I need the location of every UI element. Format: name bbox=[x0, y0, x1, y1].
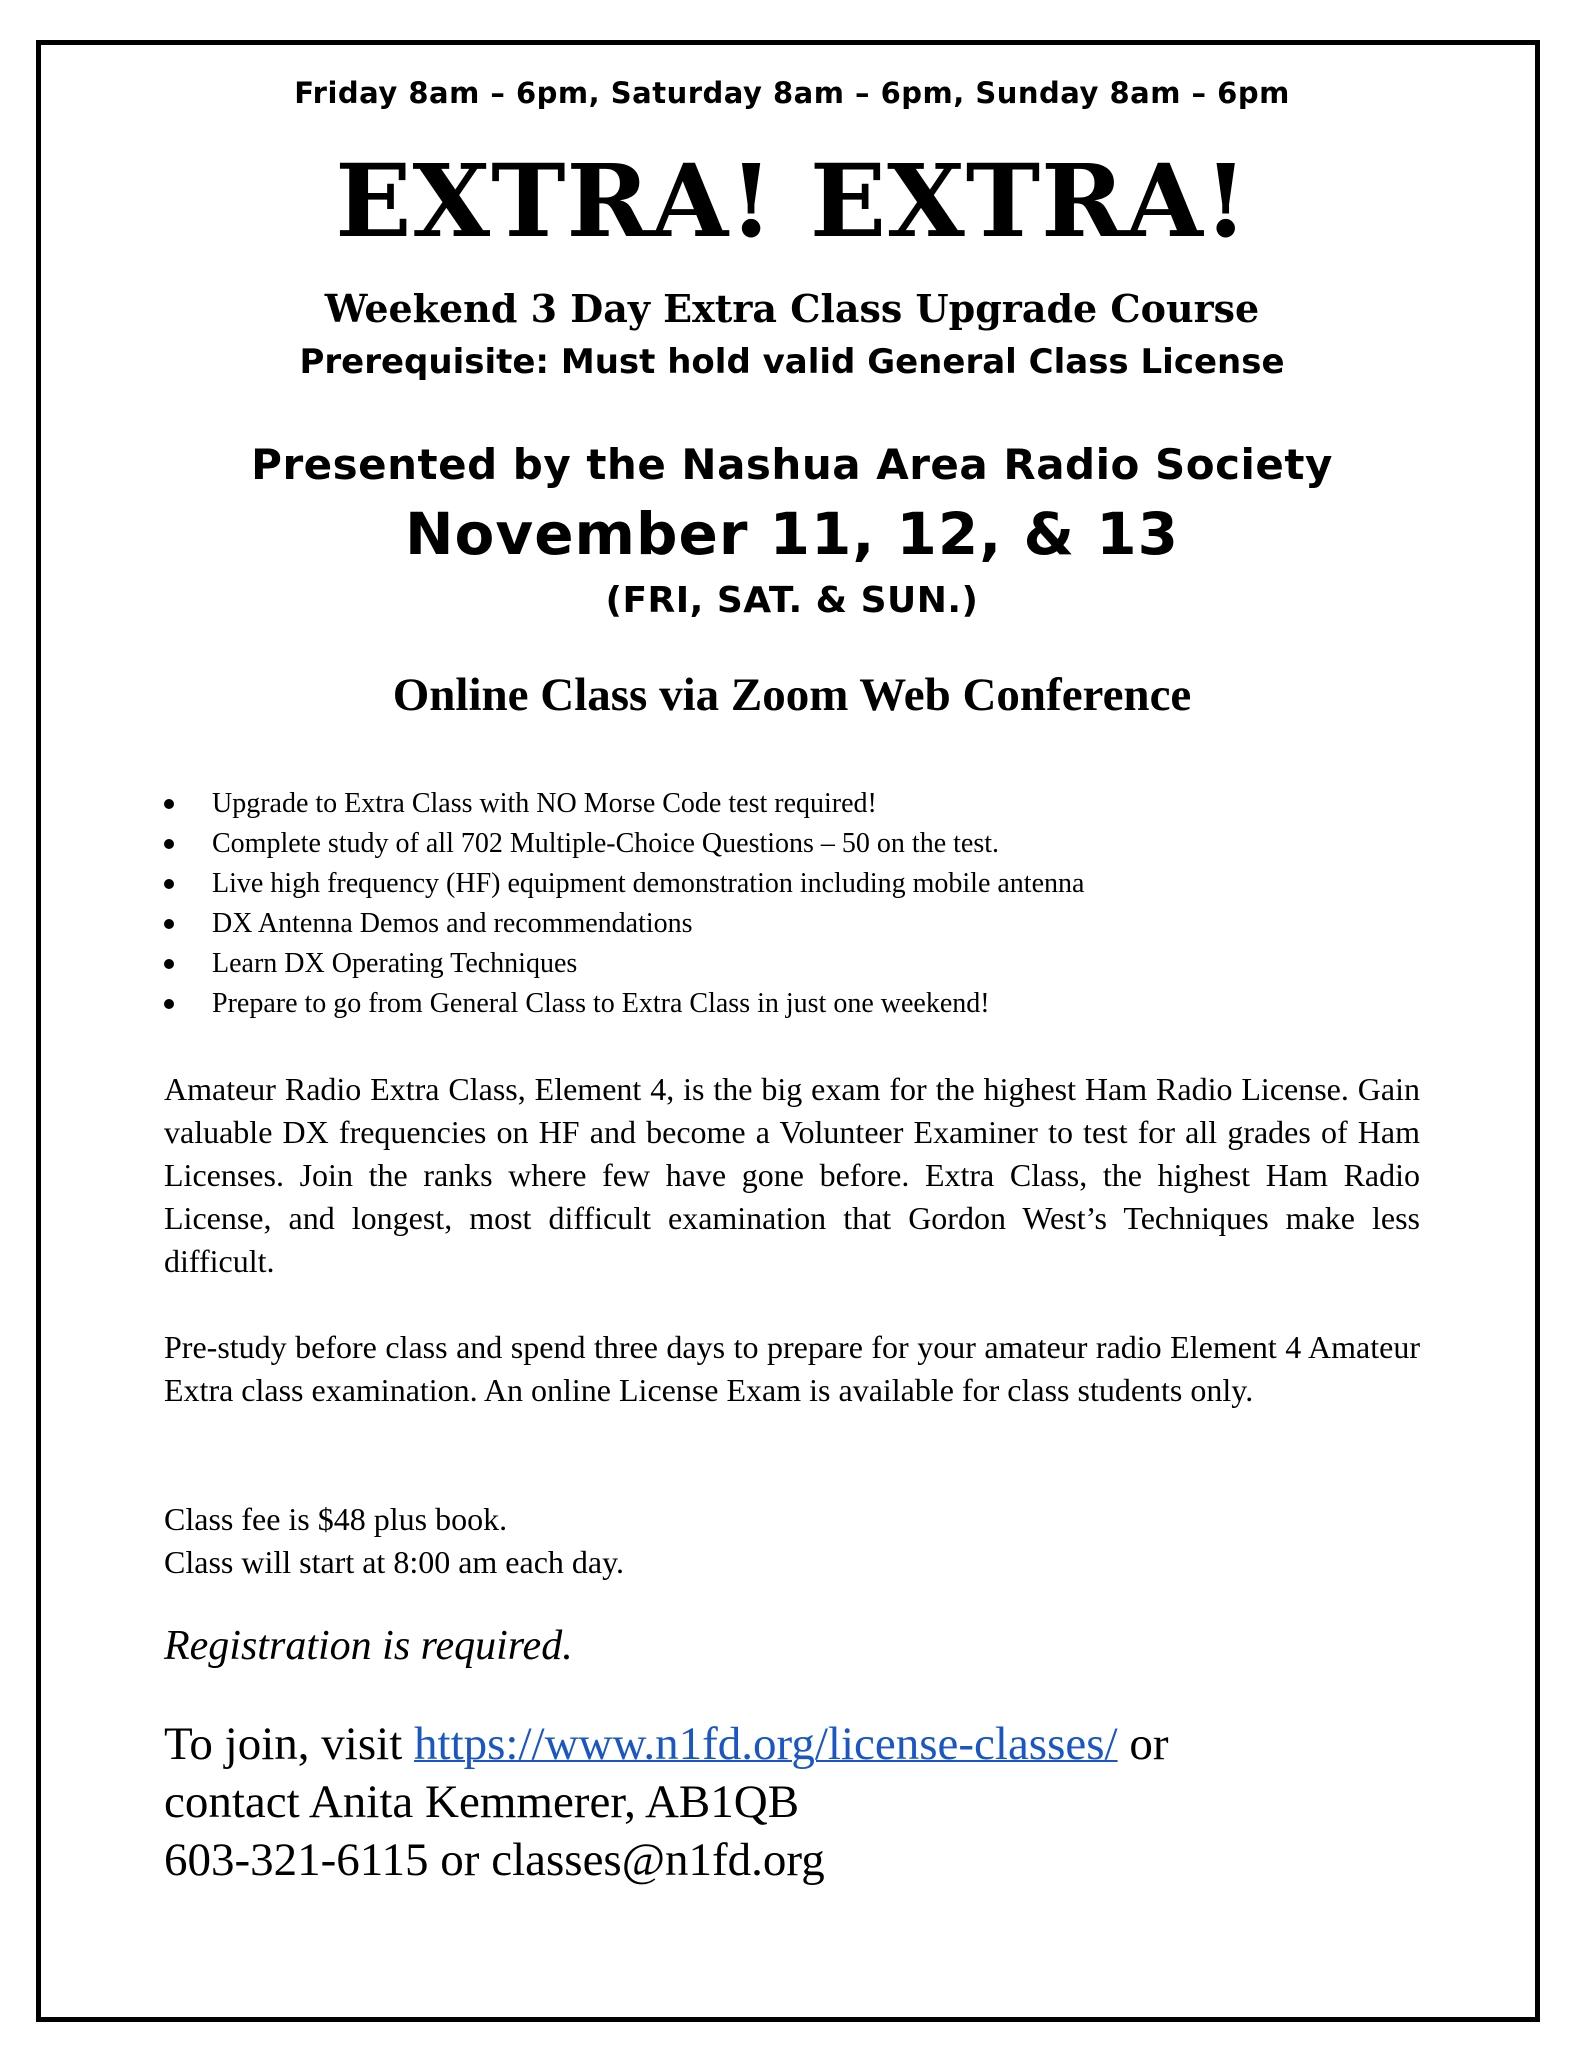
schedule-line: Friday 8am – 6pm, Saturday 8am – 6pm, Sunday 8am – 6pm bbox=[294, 76, 1290, 110]
list-item-text: Prepare to go from General Class to Extra Class in just one weekend! bbox=[212, 988, 990, 1019]
bullet-icon bbox=[164, 879, 174, 889]
class-start-time: Class will start at 8:00 am each day. bbox=[164, 1544, 625, 1580]
join-line bbox=[164, 1716, 1169, 1772]
list-item bbox=[164, 944, 1084, 984]
join-suffix: or bbox=[1117, 1718, 1169, 1770]
list-item bbox=[164, 864, 1084, 904]
description-paragraph: Amateur Radio Extra Class, Element 4, is the big exam for the highest Ham Radio License. Gain valuable DX frequencies on HF and become a Volunteer Examiner to test for all grades of Ham Licenses. Join the ranks where few have gone before. Extra Class, the highest Ham Radio License, and longest, most difficult examination that Gordon West’s Techniques make less difficult. bbox=[164, 1071, 1420, 1279]
class-format: Online Class via Zoom Web Conference bbox=[392, 669, 1192, 721]
list-item-text: Complete study of all 702 Multiple-Choice Questions – 50 on the test. bbox=[212, 828, 1000, 859]
registration-link[interactable]: https://www.n1fd.org/license-classes/ bbox=[414, 1718, 1118, 1770]
event-days: (FRI, SAT. & SUN.) bbox=[605, 580, 979, 621]
list-item bbox=[164, 904, 1084, 944]
prerequisite-line: Prerequisite: Must hold valid General Class License bbox=[299, 342, 1285, 382]
contact-phone-email: 603-321-6115 or classes@n1fd.org bbox=[164, 1834, 825, 1886]
bullet-icon bbox=[164, 919, 174, 929]
bullet-icon bbox=[164, 999, 174, 1009]
contact-person: contact Anita Kemmerer, AB1QB bbox=[164, 1776, 800, 1828]
headline: EXTRA! EXTRA! bbox=[335, 142, 1249, 260]
list-item-text: Live high frequency (HF) equipment demonstration including mobile antenna bbox=[212, 868, 1085, 899]
list-item bbox=[164, 784, 1084, 824]
class-fee: Class fee is $48 plus book. bbox=[164, 1501, 508, 1537]
feature-list bbox=[164, 784, 1084, 1024]
list-item bbox=[164, 984, 1084, 1024]
course-subtitle: Weekend 3 Day Extra Class Upgrade Course bbox=[324, 286, 1260, 331]
list-item-text: Upgrade to Extra Class with NO Morse Code test required! bbox=[212, 788, 877, 819]
registration-note: Registration is required. bbox=[164, 1623, 573, 1669]
list-item-text: Learn DX Operating Techniques bbox=[212, 948, 578, 979]
join-prefix: To join, visit bbox=[164, 1718, 415, 1770]
bullet-icon bbox=[164, 839, 174, 849]
bullet-icon bbox=[164, 799, 174, 809]
list-item bbox=[164, 824, 1084, 864]
prestudy-paragraph: Pre-study before class and spend three days to prepare for your amateur radio Element 4 Amateur Extra class examination. An online License Exam is available for class students only. bbox=[164, 1329, 1420, 1408]
list-item-text: DX Antenna Demos and recommendations bbox=[212, 908, 693, 939]
event-dates: November 11, 12, & 13 bbox=[405, 500, 1179, 568]
presented-by: Presented by the Nashua Area Radio Society bbox=[251, 440, 1333, 489]
bullet-icon bbox=[164, 959, 174, 969]
